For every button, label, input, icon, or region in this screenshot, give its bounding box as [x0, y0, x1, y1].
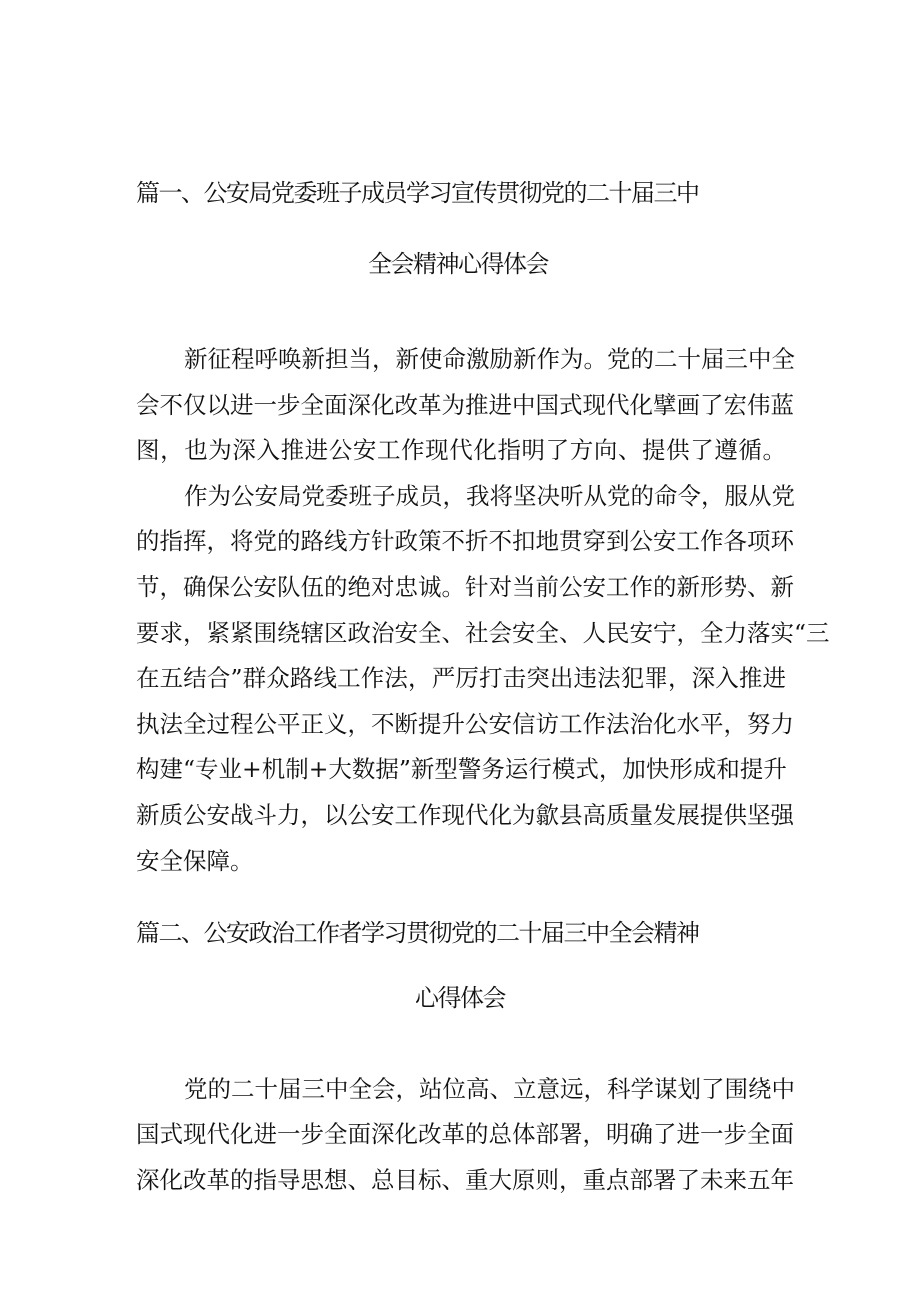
section1-paragraph1-line: 图，也为深入推进公安工作现代化指明了方向、提供了遵循。: [136, 436, 786, 464]
section2-paragraph1-line: 国式现代化进一步全面深化改革的总体部署，明确了进一步全面: [136, 1120, 794, 1148]
section1-paragraph1-line: 会不仅以进一步全面深化改革为推进中国式现代化擘画了宏伟蓝: [136, 391, 794, 419]
section1-paragraph2-line: 新质公安战斗力，以公安工作现代化为歙县高质量发展提供坚强: [136, 801, 794, 829]
section1-title-line1: 篇一、公安局党委班子成员学习宣传贯彻党的二十届三中: [136, 179, 699, 207]
section1-paragraph2-line: 的指挥，将党的路线方针政策不折不扣地贯穿到公安工作各项环: [136, 527, 794, 555]
section1-paragraph2-line: 执法全过程公平正义，不断提升公安信访工作法治化水平，努力: [136, 710, 794, 738]
section1-paragraph2-line: 构建“专业+机制+大数据”新型警务运行模式，加快形成和提升: [136, 755, 787, 783]
section2-paragraph1-line: 深化改革的指导思想、总目标、重大原则，重点部署了未来五年: [136, 1166, 794, 1194]
section1-paragraph2-line: 作为公安局党委班子成员，我将坚决听从党的命令，服从党: [184, 482, 795, 510]
section2-paragraph1-line: 党的二十届三中全会，站位高、立意远，科学谋划了围绕中: [184, 1075, 795, 1103]
section2-title-line2: 心得体会: [415, 984, 505, 1012]
section1-title-line2: 全会精神心得体会: [368, 250, 548, 278]
section1-paragraph2-line: 安全保障。: [136, 847, 254, 875]
section1-paragraph2-line: 节，确保公安队伍的绝对忠诚。针对当前公安工作的新形势、新: [136, 573, 794, 601]
section1-paragraph1-line: 新征程呼唤新担当，新使命激励新作为。党的二十届三中全: [184, 345, 795, 373]
section1-paragraph2-line: 要求，紧紧围绕辖区政治安全、社会安全、人民安宁，全力落实“三: [136, 619, 830, 647]
section2-title-line1: 篇二、公安政治工作者学习贯彻党的二十届三中全会精神: [136, 919, 699, 947]
section1-paragraph2-line: 在五结合”群众路线工作法，严厉打击突出违法犯罪，深入推进: [136, 664, 786, 692]
